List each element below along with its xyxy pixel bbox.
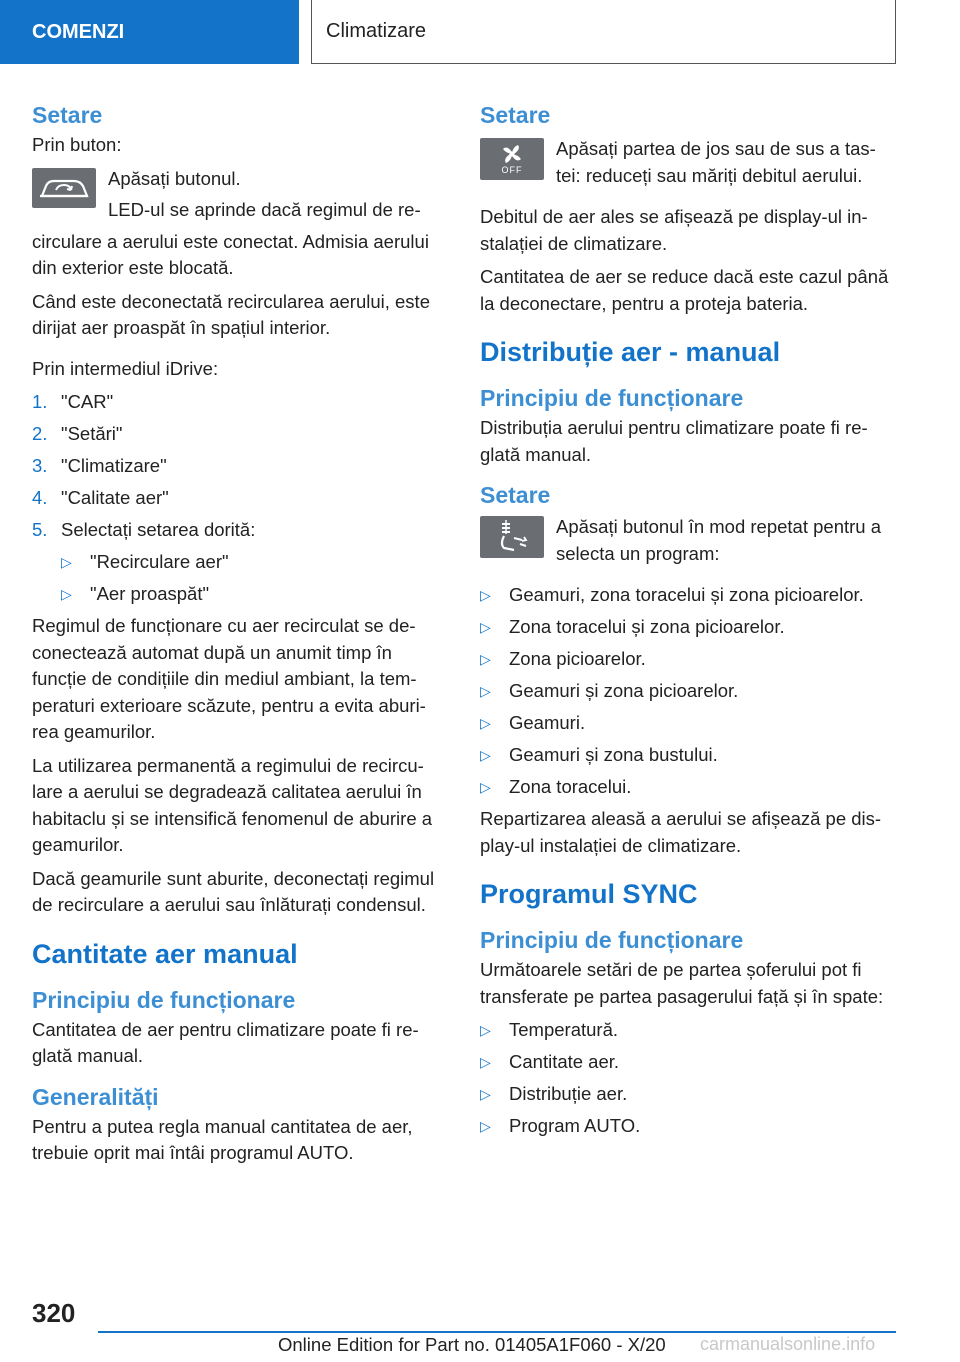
sync-paragraph: Următoarele setări de pe partea șoferului pot fi transferate pe partea pasagerului față și în spate: [480, 959, 884, 1007]
list-item [480, 742, 898, 769]
generalitati-paragraph: Pentru a putea regla manual cantitatea de aer, trebuie oprit mai întâi programul AUTO. [32, 1115, 413, 1163]
list-item [32, 581, 447, 608]
distributie-paragraph: Distribuția aerului pentru climatizare poate fi re-glată manual. [480, 417, 868, 465]
recirc-instruction: Apăsați butonul. [108, 167, 241, 189]
list-item [480, 1017, 898, 1044]
sub-options-list [32, 549, 447, 608]
heading-setare-left: Setare [32, 102, 103, 128]
heading-principiu-right: Principiu de funcționare [480, 385, 744, 411]
option-text: "Recirculare aer" [90, 551, 229, 572]
triangle-right-icon: ▷ [480, 779, 491, 795]
triangle-right-icon: ▷ [480, 587, 491, 603]
list-item [32, 517, 447, 544]
option-text: Zona toracelui. [509, 776, 632, 797]
daca-paragraph: Dacă geamurile sunt aburite, deconectați regimul de recirculare a aerului sau înlăturați condensul. [32, 867, 435, 915]
utilizare-paragraph: La utilizarea permanentă a regimului de recircu-lare a aerului se degradează calitatea aerului în habitaclu și se intensifică fenomenul de aburire a geamurilor. [32, 754, 433, 855]
list-item [480, 614, 898, 641]
idrive-paragraph: Prin intermediul iDrive: [32, 357, 219, 379]
step-number: 4. [32, 487, 48, 508]
heading-principiu-right-2: Principiu de funcționare [480, 927, 744, 953]
heading-principiu-left: Principiu de funcționare [32, 986, 296, 1013]
idrive-steps [32, 389, 447, 544]
option-text: Geamuri și zona picioarelor. [509, 680, 739, 701]
step-text: "Setări" [61, 423, 123, 444]
option-text: Temperatură. [509, 1019, 618, 1040]
triangle-right-icon: ▷ [480, 683, 491, 699]
recirc-led-text: LED-ul se aprinde dacă regimul de re- [108, 199, 421, 220]
footer-edition: Online Edition for Part no. 01405A1F060 - X/20 [278, 1334, 666, 1355]
heading-sync: Programul SYNC [480, 879, 698, 909]
step-number: 3. [32, 455, 48, 476]
triangle-right-icon: ▷ [480, 1022, 491, 1038]
list-item [480, 1113, 898, 1140]
step-number: 2. [32, 423, 48, 444]
watermark: carmanualsonline.info [700, 1334, 876, 1354]
air-distribution-icon [480, 516, 544, 558]
option-text: Zona picioarelor. [509, 648, 646, 669]
heading-setare-right: Setare [480, 102, 551, 128]
list-item [480, 710, 898, 737]
list-item [32, 485, 447, 512]
cantitate-paragraph: Cantitatea de aer pentru climatizare poate fi re-glată manual. [32, 1018, 419, 1066]
list-item [480, 582, 898, 609]
chapter-tab [311, 0, 896, 64]
list-item [480, 678, 898, 705]
step-text: "Climatizare" [61, 455, 167, 476]
list-item [480, 1081, 898, 1108]
cantitate-right-paragraph: Cantitatea de aer se reduce dacă este cazul până la deconectare, pentru a proteja bateria. [480, 266, 889, 314]
triangle-right-icon: ▷ [480, 1086, 491, 1102]
triangle-right-icon: ▷ [61, 554, 72, 570]
list-item [32, 453, 447, 480]
recirc-continuation: circulare a aerului este conectat. Admisia aerului din exterior este blocată. [32, 230, 429, 278]
step-text: "CAR" [61, 391, 114, 412]
page-number: 320 [32, 1298, 76, 1328]
distribution-button-row [480, 514, 898, 572]
section-tab [0, 0, 299, 64]
step-text: Selectați setarea dorită: [61, 519, 256, 540]
list-item [32, 421, 447, 448]
prin-buton-text: Prin buton: [32, 134, 122, 155]
fan-off-label: OFF [501, 165, 523, 175]
list-item [480, 1049, 898, 1076]
option-text: Geamuri și zona bustului. [509, 744, 718, 765]
list-item [480, 774, 898, 801]
heading-distributie: Distribuție aer - manual [480, 337, 781, 367]
regim-paragraph: Regimul de funcționare cu aer recirculat se de-conectează automat după un anumit timp în funcție de condițiile din mediul ambiant, la tem-peraturi exterioare scăzute, pentru a evita aburi-rea geamurilor. [32, 615, 426, 742]
distribution-instruction: Apăsați butonul în mod repetat pentru a selecta un program: [556, 516, 881, 564]
heading-setare-right-2: Setare [480, 482, 551, 508]
cand-paragraph: Când este deconectată recircularea aerului, este dirijat aer proaspăt în spațiul interior. [32, 290, 430, 338]
list-item [32, 549, 447, 576]
recirc-button-row [32, 166, 447, 229]
fan-button-row [480, 136, 898, 194]
list-item [480, 646, 898, 673]
option-text: Zona toracelui și zona picioarelor. [509, 616, 785, 637]
left-column [32, 100, 447, 1174]
step-text: "Calitate aer" [61, 487, 169, 508]
heading-generalitati: Generalități [32, 1083, 159, 1110]
sync-options-list [480, 1017, 898, 1140]
list-item [32, 389, 447, 416]
step-number: 5. [32, 519, 48, 540]
step-number: 1. [32, 391, 48, 412]
option-text: Geamuri. [509, 712, 586, 733]
fan-instruction: Apăsați partea de jos sau de sus a tas-tei: reduceți sau măriți debitul aerului. [556, 138, 876, 186]
option-text: "Aer proaspăt" [90, 583, 210, 604]
triangle-right-icon: ▷ [480, 1118, 491, 1134]
distribution-options-list [480, 582, 898, 801]
option-text: Cantitate aer. [509, 1051, 620, 1072]
section-title: COMENZI [32, 20, 125, 43]
debit-paragraph: Debitul de aer ales se afișează pe display-ul in-stalației de climatizare. [480, 206, 868, 254]
triangle-right-icon: ▷ [480, 619, 491, 635]
triangle-right-icon: ▷ [480, 1054, 491, 1070]
footer-divider [98, 1331, 896, 1333]
triangle-right-icon: ▷ [480, 747, 491, 763]
triangle-right-icon: ▷ [480, 715, 491, 731]
air-recirculation-icon [32, 168, 96, 208]
option-text: Geamuri, zona toracelui și zona picioarelor. [509, 584, 864, 605]
chapter-title: Climatizare [326, 20, 427, 42]
repartizarea-paragraph: Repartizarea aleasă a aerului se afișează pe dis-play-ul instalației de climatizare. [480, 808, 882, 856]
option-text: Distribuție aer. [509, 1083, 628, 1104]
right-column [480, 100, 898, 1145]
fan-speed-icon [480, 138, 544, 180]
heading-cantitate: Cantitate aer manual [32, 938, 298, 969]
triangle-right-icon: ▷ [480, 651, 491, 667]
triangle-right-icon: ▷ [61, 586, 72, 602]
option-text: Program AUTO. [509, 1115, 641, 1136]
